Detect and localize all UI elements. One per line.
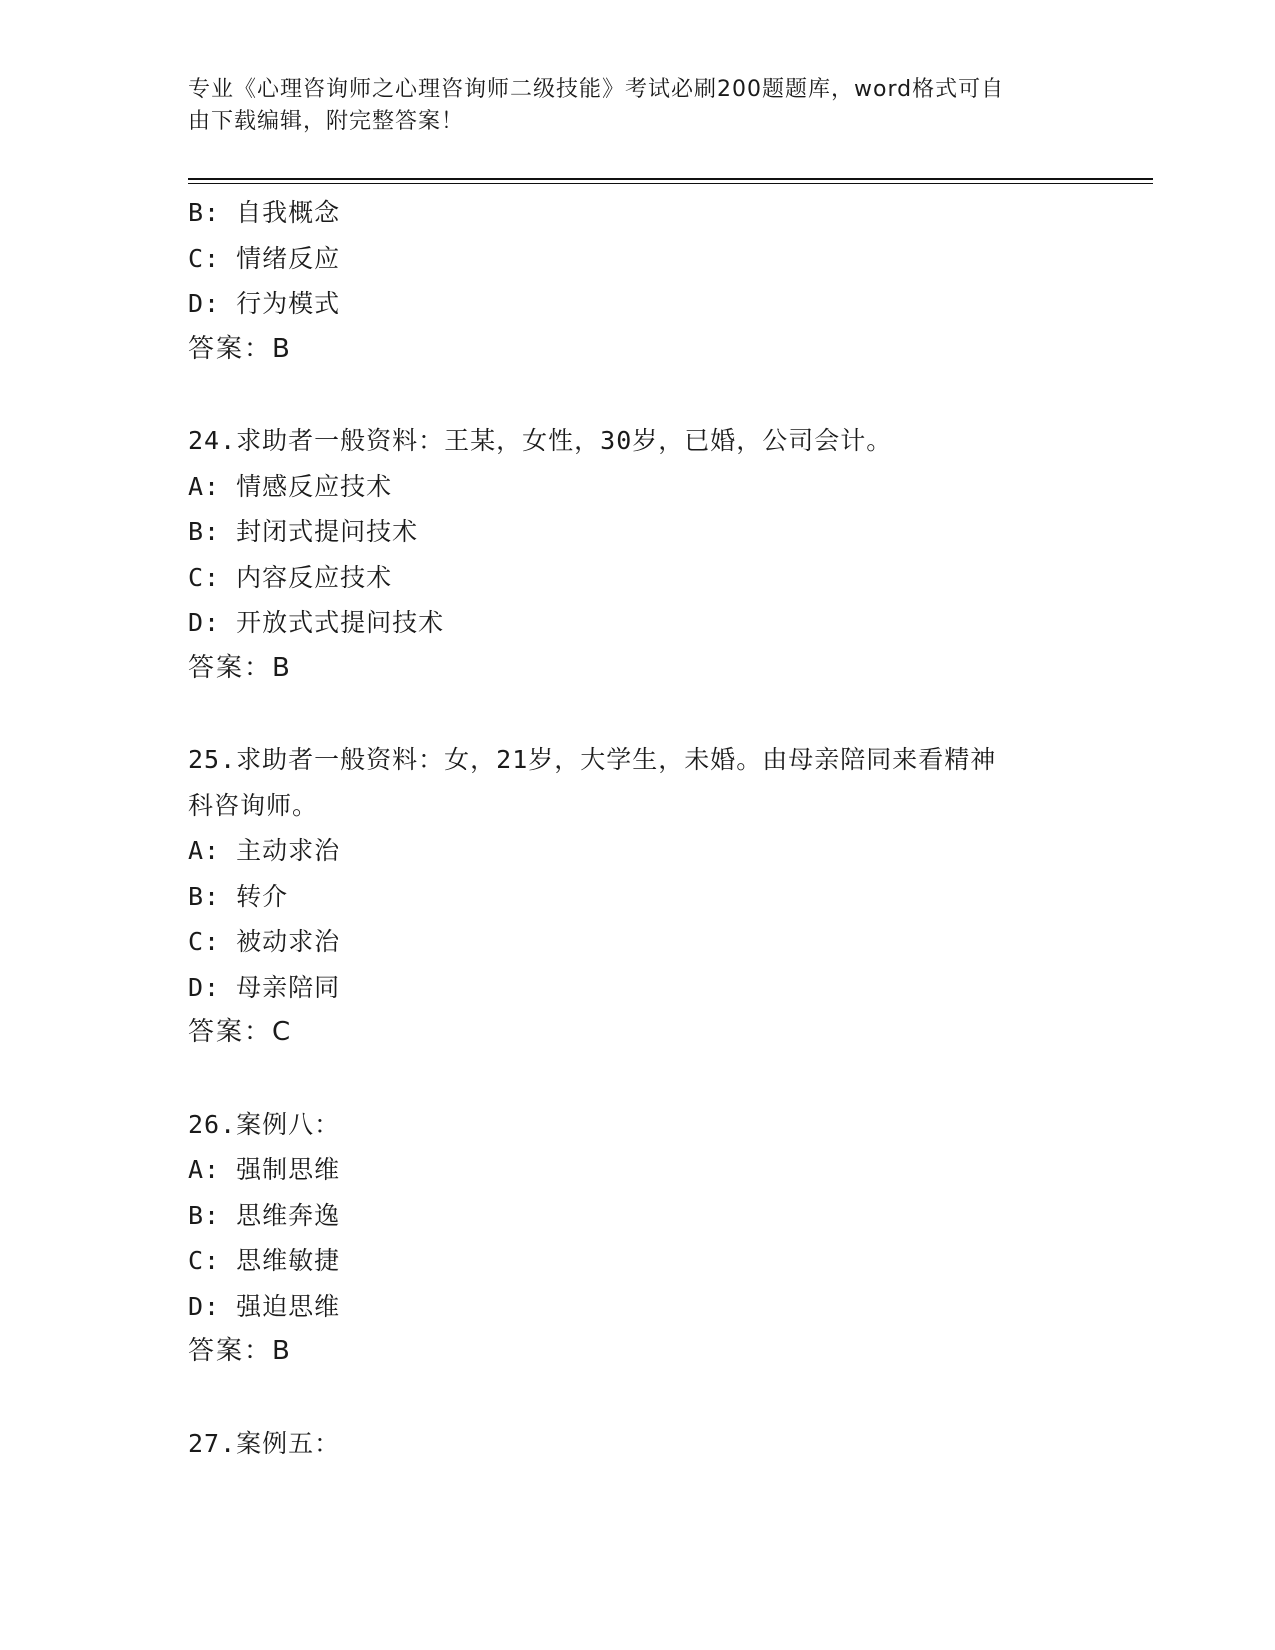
option-a: A: 情感反应技术 <box>188 471 393 501</box>
question-stem: 26.案例八： <box>188 1109 341 1139</box>
option-a: A: 主动求治 <box>188 836 341 865</box>
question-24 <box>188 418 1128 691</box>
spacer <box>188 372 1128 418</box>
question-stem: 27.案例五： <box>188 1428 341 1458</box>
answer-line: 答案：C <box>188 1017 293 1047</box>
option-b: B: 思维奔逸 <box>188 1200 341 1230</box>
option-b: B: 自我概念 <box>188 198 341 227</box>
header-rule-thick <box>188 178 1153 180</box>
option-b: B: 转介 <box>188 881 289 911</box>
question-25 <box>188 737 1128 1056</box>
question-stem-line-1: 25.求助者一般资料：女，21岁，大学生，未婚。由母亲陪同来看精神 <box>188 745 997 774</box>
question-stem-line-2: 科咨询师。 <box>188 790 319 820</box>
header-line-1: 专业《心理咨询师之心理咨询师二级技能》考试必刷200题题库，word格式可自 <box>188 77 1005 102</box>
option-a: A: 强制思维 <box>188 1155 341 1184</box>
spacer <box>188 691 1128 737</box>
option-c: C: 内容反应技术 <box>188 562 393 592</box>
option-c: C: 被动求治 <box>188 927 341 956</box>
spacer <box>188 1375 1128 1421</box>
document-header <box>188 74 1068 138</box>
option-d: D: 强迫思维 <box>188 1291 341 1321</box>
answer-line: 答案：B <box>188 1336 292 1366</box>
option-c: C: 情绪反应 <box>188 243 341 273</box>
spacer <box>188 1056 1128 1102</box>
option-d: D: 行为模式 <box>188 289 341 318</box>
answer-line: 答案：B <box>188 333 292 364</box>
question-26 <box>188 1102 1128 1375</box>
option-b: B: 封闭式提问技术 <box>188 517 419 546</box>
option-d: D: 母亲陪同 <box>188 972 341 1002</box>
answer-line: 答案：B <box>188 652 292 683</box>
option-c: C: 思维敏捷 <box>188 1246 341 1275</box>
question-list <box>188 190 1128 1466</box>
question-carryover <box>188 190 1128 372</box>
header-line-2: 由下载编辑，附完整答案！ <box>188 109 465 134</box>
question-stem: 24.求助者一般资料：王某，女性，30岁，已婚，公司会计。 <box>188 426 893 455</box>
header-rule-thin <box>188 183 1153 184</box>
option-d: D: 开放式式提问技术 <box>188 608 445 637</box>
question-27 <box>188 1421 1128 1467</box>
